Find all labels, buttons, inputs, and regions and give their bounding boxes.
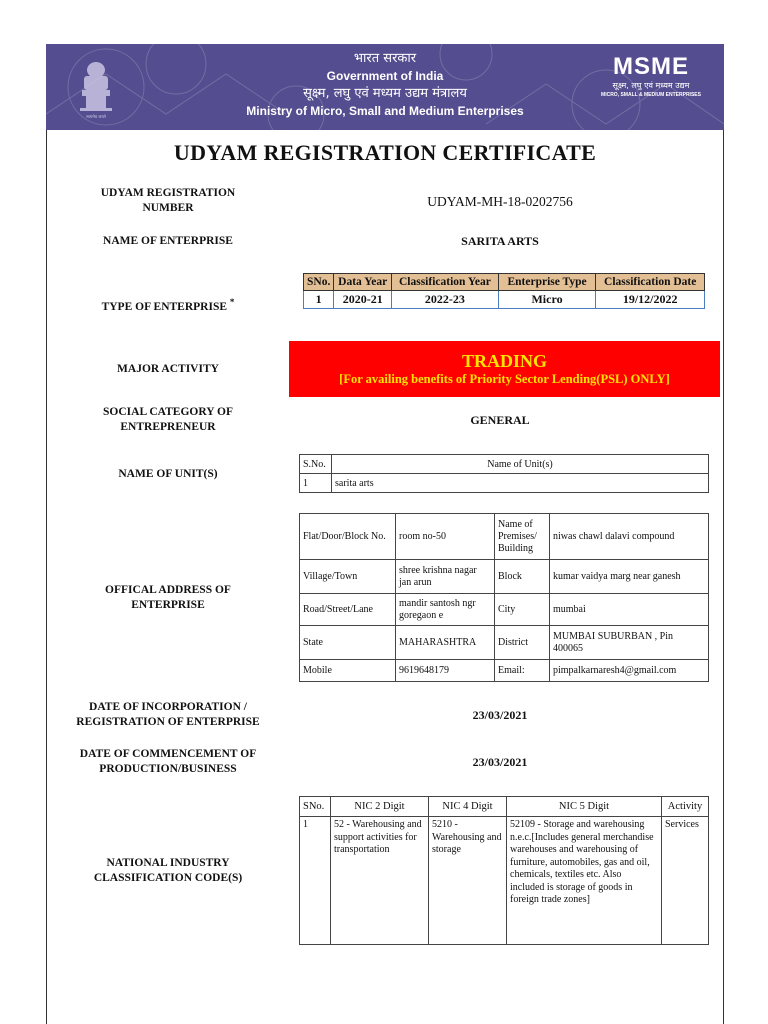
incorporation-label-line2: REGISTRATION OF ENTERPRISE — [76, 716, 260, 728]
commencement-label-line2: PRODUCTION/BUSINESS — [99, 763, 237, 775]
enterprise-name-value: SARITA ARTS — [461, 234, 539, 248]
major-activity-box — [289, 341, 720, 397]
city-value: mumbai — [550, 594, 709, 626]
address-table — [299, 513, 709, 682]
block-value: kumar vaidya marg near ganesh — [550, 560, 709, 594]
table-cell: Services — [662, 817, 709, 945]
state-value: MAHARASHTRA — [396, 626, 495, 660]
msme-logo-mark: MSME — [613, 53, 689, 80]
table-header-row — [304, 274, 705, 291]
table-cell: sarita arts — [332, 474, 709, 493]
table-header: NIC 5 Digit — [507, 797, 662, 817]
table-cell: 2020-21 — [334, 291, 392, 309]
commencement-date-value: 23/03/2021 — [472, 755, 528, 769]
table-cell: 1 — [300, 474, 332, 493]
social-category-value: GENERAL — [470, 413, 530, 427]
table-header: NIC 4 Digit — [429, 797, 507, 817]
nic-label-line1: NATIONAL INDUSTRY — [106, 857, 230, 869]
nic-table — [299, 796, 709, 945]
district-value: MUMBAI SUBURBAN , Pin 400065 — [550, 626, 709, 660]
table-cell: 1 — [304, 291, 334, 309]
premises-value: niwas chawl dalavi compound — [550, 514, 709, 560]
major-activity-value: TRADING — [461, 351, 547, 371]
table-row — [300, 626, 709, 660]
table-header: Name of Unit(s) — [332, 455, 709, 474]
mobile-label: Mobile — [300, 660, 396, 682]
table-header: Classification Date — [596, 274, 705, 291]
mobile-value: 9619648179 — [396, 660, 495, 682]
table-header: Enterprise Type — [498, 274, 596, 291]
enterprise-type-asterisk: * — [229, 297, 235, 307]
table-header-row — [300, 797, 709, 817]
address-label — [58, 583, 278, 613]
table-row — [300, 514, 709, 560]
commencement-label — [58, 747, 278, 777]
village-label: Village/Town — [300, 560, 396, 594]
ministry-hindi: सूक्ष्म, लघु एवं मध्यम उद्यम मंत्रालय — [303, 86, 467, 101]
enterprise-type-table — [303, 273, 705, 309]
email-value: pimpalkarnaresh4@gmail.com — [550, 660, 709, 682]
govt-english: Government of India — [326, 69, 444, 83]
incorporation-date-value: 23/03/2021 — [472, 708, 528, 722]
emblem-caption: सत्यमेव जयते — [86, 114, 106, 119]
address-label-line1: OFFICAL ADDRESS OF — [105, 584, 231, 596]
table-header: NIC 2 Digit — [331, 797, 429, 817]
enterprise-type-label-text: TYPE OF ENTERPRISE — [101, 300, 228, 313]
state-label: State — [300, 626, 396, 660]
enterprise-name-label: NAME OF ENTERPRISE — [103, 235, 233, 247]
flat-label: Flat/Door/Block No. — [300, 514, 396, 560]
table-cell: 19/12/2022 — [596, 291, 705, 309]
table-row — [300, 594, 709, 626]
nic-label — [58, 856, 278, 886]
nic-label-line2: CLASSIFICATION CODE(S) — [93, 872, 243, 884]
social-category-label — [58, 405, 278, 435]
incorporation-label-line1: DATE OF INCORPORATION / — [89, 701, 247, 713]
table-cell: 5210 - Warehousing and storage — [429, 817, 507, 945]
table-cell: 52 - Warehousing and support activities for transportation — [331, 817, 429, 945]
registration-number-value: UDYAM-MH-18-0202756 — [427, 194, 573, 209]
road-value: mandir santosh ngr goregaon e — [396, 594, 495, 626]
govt-hindi: भारत सरकार — [353, 51, 417, 66]
certificate-title: UDYAM REGISTRATION CERTIFICATE — [173, 140, 597, 165]
table-cell: 2022-23 — [392, 291, 499, 309]
incorporation-label — [58, 700, 278, 730]
premises-label: Name of Premises/ Building — [495, 514, 550, 560]
major-activity-note: [For availing benefits of Priority Sector Lending(PSL) ONLY] — [339, 372, 670, 386]
table-cell: Micro — [498, 291, 596, 309]
commencement-label-line1: DATE OF COMMENCEMENT OF — [79, 748, 257, 760]
enterprise-type-label — [58, 295, 278, 315]
table-header: SNo. — [300, 797, 331, 817]
units-label: NAME OF UNIT(S) — [118, 468, 218, 480]
registration-label-line2: NUMBER — [142, 202, 194, 214]
registration-label-line1: UDYAM REGISTRATION — [100, 187, 236, 199]
table-row — [300, 560, 709, 594]
table-row — [300, 660, 709, 682]
district-label: District — [495, 626, 550, 660]
social-category-label-line2: ENTREPRENEUR — [120, 421, 216, 433]
table-row — [300, 474, 709, 493]
table-header: S.No. — [300, 455, 332, 474]
table-header: Activity — [662, 797, 709, 817]
ministry-english: Ministry of Micro, Small and Medium Enterprises — [246, 104, 524, 118]
table-cell: 52109 - Storage and warehousing n.e.c.[Includes general merchandise warehouses and warehousing of furniture, automobiles, gas and oil, chemicals, textiles etc. Also included is storage of goods in foreign trade zones] — [507, 817, 662, 945]
road-label: Road/Street/Lane — [300, 594, 396, 626]
msme-logo-tagline: MICRO, SMALL & MEDIUM ENTERPRISES — [601, 92, 701, 98]
block-label: Block — [495, 560, 550, 594]
table-header: Data Year — [334, 274, 392, 291]
table-cell: 1 — [300, 817, 331, 945]
address-label-line2: ENTERPRISE — [131, 599, 205, 611]
units-table — [299, 454, 709, 493]
table-header: SNo. — [304, 274, 334, 291]
city-label: City — [495, 594, 550, 626]
major-activity-label: MAJOR ACTIVITY — [117, 363, 219, 375]
email-label: Email: — [495, 660, 550, 682]
table-row — [304, 291, 705, 309]
flat-value: room no-50 — [396, 514, 495, 560]
msme-logo — [596, 54, 706, 99]
table-header-row — [300, 455, 709, 474]
table-row — [300, 817, 709, 945]
government-banner — [46, 44, 724, 130]
table-header: Classification Year — [392, 274, 499, 291]
village-value: shree krishna nagar jan arun — [396, 560, 495, 594]
social-category-label-line1: SOCIAL CATEGORY OF — [103, 406, 233, 418]
registration-number-label — [58, 186, 278, 216]
msme-logo-hindi: सूक्ष्म, लघु एवं मध्यम उद्यम — [612, 81, 690, 90]
